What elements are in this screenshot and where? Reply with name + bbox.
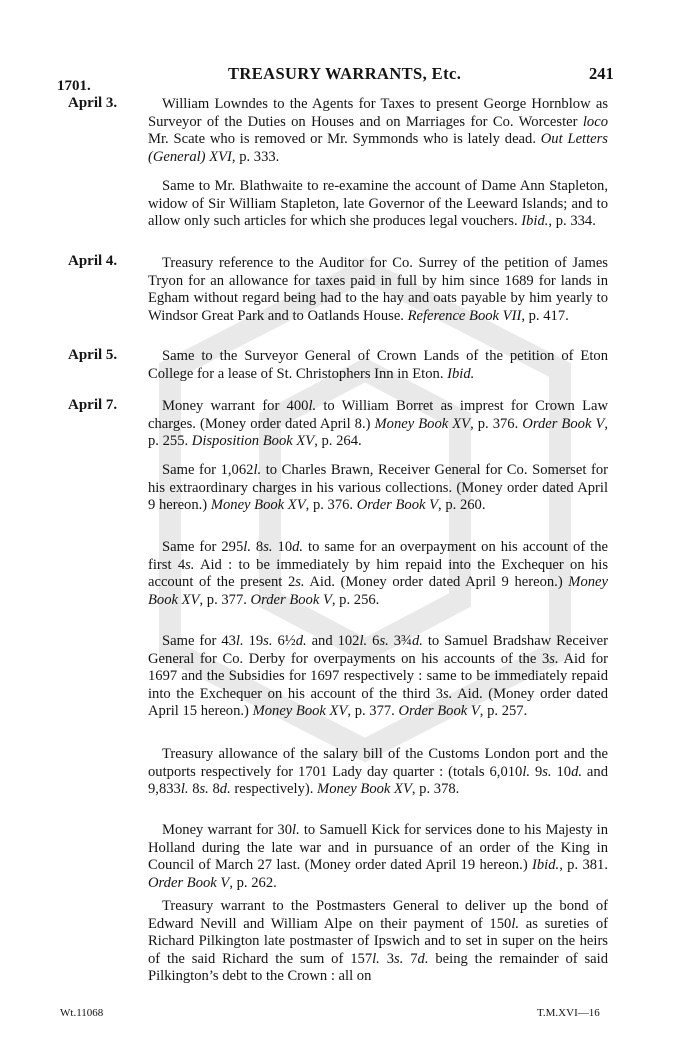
year-label: 1701. <box>57 78 91 94</box>
entry-6: Same for 1,062l. to Charles Brawn, Receiver General for Co. Somerset for his extraordinary charges in his various collections. (Money order dated April 9 hereon.) Money Book XV, p. 376. Order Book V, p. 260. <box>148 462 608 513</box>
running-head: TREASURY WARRANTS, Etc. <box>228 64 462 83</box>
entry-11: Treasury warrant to the Postmasters General to deliver up the bond of Edward Nevill and William Alpe on their payment of 150l. as sureties of Richard Pilkington late postmaster of Ipswich and to set in super on the heirs of the said Richard the sum of 157l. 3s. 7d. being the remainder of said Pilkington’s debt to the Crown : all on <box>148 898 608 984</box>
date-april-4: April 4. <box>68 253 118 269</box>
date-april-3: April 3. <box>68 95 118 111</box>
page-number: 241 <box>589 64 614 83</box>
entry-5: Money warrant for 400l. to William Borret as imprest for Crown Law charges. (Money order dated April 8.) Money Book XV, p. 376. Order Book V, p. 255. Disposition Book XV, p. 264. <box>148 398 609 449</box>
entry-4: Same to the Surveyor General of Crown Lands of the petition of Eton College for a lease of St. Christophers Inn in Eton. Ibid. <box>148 348 608 382</box>
entry-3: Treasury reference to the Auditor for Co. Surrey of the petition of James Tryon for an allowance for taxes paid in full by him since 1689 for lands in Egham without regard being had to the hay and oats payable by him yearly to Windsor Great Park and to Oatlands House. Reference Book VII, p. 417. <box>148 255 608 324</box>
date-april-7: April 7. <box>68 397 118 413</box>
entry-2: Same to Mr. Blathwaite to re-examine the account of Dame Ann Stapleton, widow of Sir William Stapleton, late Governor of the Leeward Islands; and to allow only such articles for which she produces legal vouchers. Ibid., p. 334. <box>148 178 608 229</box>
entry-1: William Lowndes to the Agents for Taxes to present George Hornblow as Surveyor of the Duties on Houses and on Marriages for Co. Worcester loco Mr. Scate who is removed or Mr. Symmonds who is lately dead. Out Letters (General) XVI, p. 333. <box>148 96 608 165</box>
entry-8: Same for 43l. 19s. 6½d. and 102l. 6s. 3¾d. to Samuel Bradshaw Receiver General for Co. Derby for overpayments on his accounts of the 3s. Aid for 1697 and the Subsidies for 1697 respectively : same to be immediately repaid into the Exchequer on his account of the third 3s. Aid. (Money order dated April 15 hereon.) Money Book XV, p. 377. Order Book V, p. 257. <box>148 633 609 719</box>
entry-7: Same for 295l. 8s. 10d. to same for an overpayment on his account of the first 4s. Aid : to be immediately by him repaid into the Exchequer on his account of the present 2s. Aid. (Money order dated April 9 hereon.) Money Book XV, p. 377. Order Book V, p. 256. <box>148 539 609 608</box>
date-april-5: April 5. <box>68 347 118 363</box>
footer-print-code: Wt.11068 <box>60 1007 104 1019</box>
entry-9: Treasury allowance of the salary bill of the Customs London port and the outports respectively for 1701 Lady day quarter : (totals 6,010l. 9s. 10d. and 9,833l. 8s. 8d. respectively). Money Book XV, p. 378. <box>148 746 608 797</box>
footer-signature: T.M.XVI—16 <box>537 1007 600 1019</box>
entry-10: Money warrant for 30l. to Samuell Kick for services done to his Majesty in Holland during the late war and in pursuance of an order of the King in Council of March 27 last. (Money order dated April 19 hereon.) Ibid., p. 381. Order Book V, p. 262. <box>148 822 609 891</box>
